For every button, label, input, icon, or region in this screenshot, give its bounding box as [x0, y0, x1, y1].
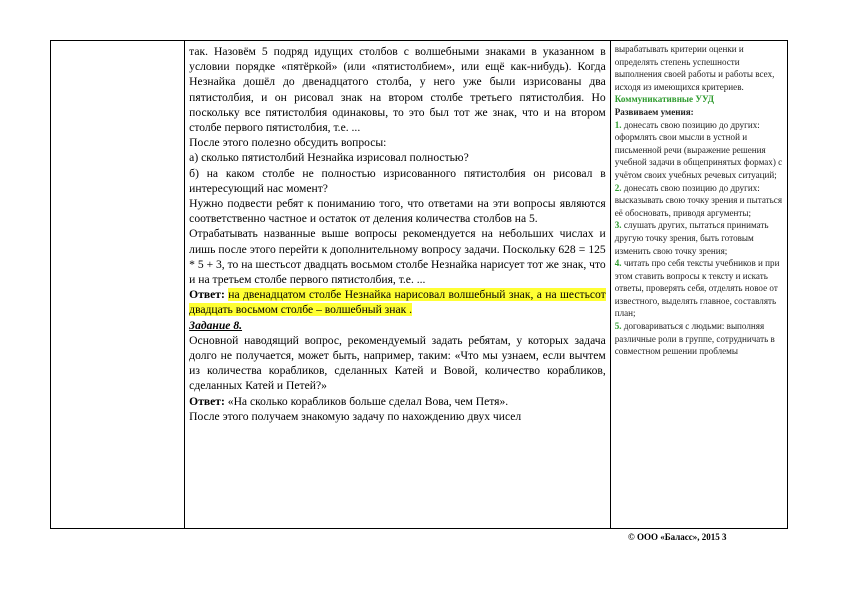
paragraph: а) сколько пятистолбий Незнайка изрисовал полностью? [189, 151, 469, 165]
answer-paragraph [189, 394, 606, 409]
paragraph: Основной наводящий вопрос, рекомендуемый задать ребятам, у которых задача долго не получается, может быть, например, таким: «Что мы узнаем, если вычтем из количества корабликов, сделанных Катей и Вовой, количество корабликов, сделанных Катей и Петей?» [189, 333, 606, 393]
empty-left-cell [51, 41, 185, 529]
side-notes-cell [610, 41, 787, 529]
paragraph: так. Назовём 5 подряд идущих столбов с волшебными знаками в указанном в условии порядке «пятёркой» (или «пятистолбием», или ещё как-нибудь). Когда Незнайка дошёл до двенадцатого столба, у него уже были изрисованы два пятистолбия, и он рисовал знак на втором столбе третьего пятистолбия. Но поскольку все пятистолбия одинаковы, то это был тот же знак, что и на втором столбе первого пятистолбия, т.е. ... [189, 45, 606, 135]
list-item-text: читать про себя тексты учебников и при этом ставить вопросы к тексту и искать ответы, проверять себя, отделять новое от известного, выделять главное, составлять план; [614, 258, 780, 319]
list-item [615, 119, 783, 182]
list-item [615, 219, 783, 257]
paragraph: После этого получаем знакомую задачу по нахождению двух чисел [189, 409, 522, 423]
side-heading-text: Коммуникативные УУД [614, 94, 715, 105]
paragraph: б) на каком столбе не полностью изрисованного пятистолбия он рисовал в интересующий нас момент? [189, 166, 606, 195]
paragraph: Нужно подвести ребят к пониманию того, что ответами на эти вопросы являются соответственно частное и остаток от деления количества столбов на 5. [189, 197, 606, 226]
paragraph: Отрабатывать названные выше вопросы рекомендуется на небольших числах и лишь после этого перейти к дополнительному вопросу задачи. Поскольку 628 = 125 * 5 + 3, то на шестьсот двадцать восьмом столбе Незнайка нарисует тот же знак, что и на третьем столбе первого пятистолбия, т.е. ... [189, 227, 606, 287]
main-content-cell [185, 41, 611, 529]
answer-highlighted-text: на двенадцатом столбе Незнайка нарисовал волшебный знак, а на шестьсот двадцать восьмом столбе – волшебный знак . [189, 288, 606, 317]
list-item-number: 5. [614, 321, 622, 332]
list-item [615, 320, 783, 358]
answer-label: Ответ: [189, 288, 225, 302]
list-item [615, 182, 783, 220]
list-item [615, 257, 783, 320]
list-item-number: 3. [614, 220, 622, 231]
list-item-number: 1. [614, 119, 622, 130]
list-item-text: договариваться с людьми: выполняя различные роли в группе, сотрудничать в совместном решении проблемы [614, 321, 775, 357]
side-develop [615, 106, 783, 119]
side-intro: вырабатывать критерии оценки и определять степень успешности выполнения своей работы и работы всех, исходя из имеющихся критериев. [614, 44, 775, 92]
paragraph: После этого полезно обсудить вопросы: [189, 136, 387, 150]
list-item-number: 2. [614, 182, 622, 193]
task-heading [189, 318, 606, 333]
lesson-table [50, 40, 788, 529]
page-footer: © ООО «Баласс», 2015 3 [628, 532, 727, 542]
answer-label: Ответ: [189, 394, 225, 408]
side-heading [615, 93, 783, 106]
list-item-number: 4. [614, 258, 622, 269]
task-heading-text: Задание 8. [189, 318, 243, 332]
list-item-text: донесать свою позицию до других: высказывать свою точку зрения и пытаться её обосновать, приводя аргументы; [614, 182, 782, 218]
table-row [51, 41, 788, 529]
answer-text: «На сколько корабликов больше сделал Вова, чем Петя». [227, 394, 509, 408]
list-item-text: донесать свою позицию до других: оформлять свои мысли в устной и письменной речи (выражение решения учебной задачи в общепринятых формах) с учётом своих учебных речевых ситуаций; [614, 119, 783, 180]
list-item-text: слушать других, пытаться принимать другую точку зрения, быть готовым изменить свою точку зрения; [614, 220, 769, 256]
side-develop-text: Развиваем умения: [614, 106, 694, 117]
answer-paragraph [189, 287, 606, 317]
